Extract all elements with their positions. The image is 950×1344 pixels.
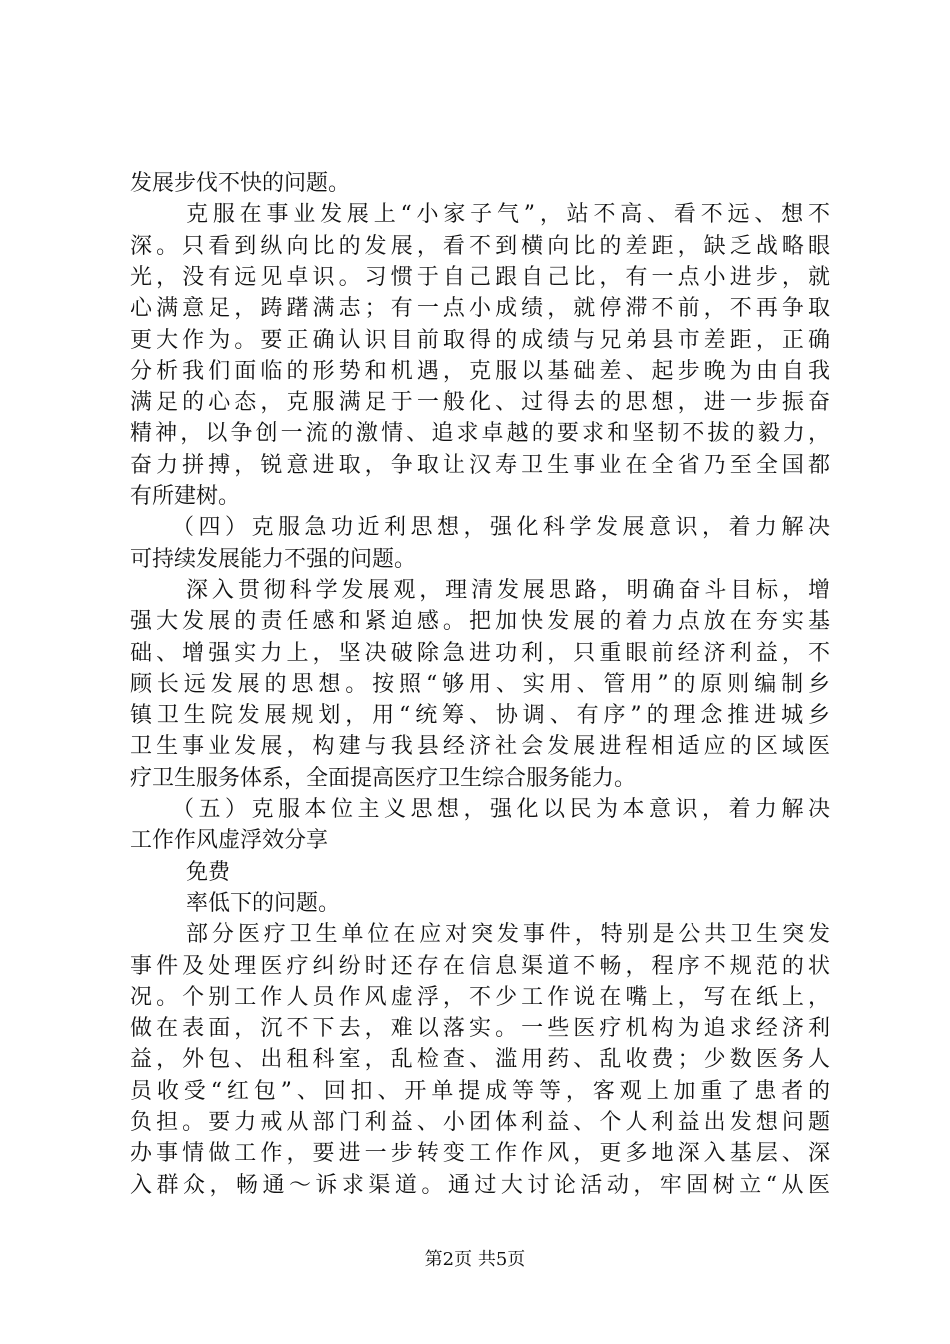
text-line: 办事情做工作，要进一步转变工作作风，更多地深入基层、深 [130, 1141, 830, 1167]
text-line: 事件及处理医疗纠纷时还存在信息渠道不畅，程序不规范的状 [130, 953, 830, 979]
text-line: 克服在事业发展上“小家子气”，站不高、看不远、想不 [186, 202, 830, 228]
text-line: 做在表面，沉不下去，难以落实。一些医疗机构为追求经济利 [130, 1016, 830, 1042]
text-line: 深。只看到纵向比的发展，看不到横向比的差距，缺乏战略眼 [130, 233, 830, 259]
text-line: 卫生事业发展，构建与我县经济社会发展进程相适应的区域医 [130, 734, 830, 760]
text-line: 率低下的问题。 [186, 890, 341, 916]
text-line: 况。个别工作人员作风虚浮，不少工作说在嘴上，写在纸上， [130, 984, 830, 1010]
section-heading: 可持续发展能力不强的问题。 [130, 546, 417, 572]
text-line: 心满意足，踌躇满志；有一点小成绩，就停滞不前，不再争取 [130, 296, 830, 322]
text-line: 光，没有远见卓识。习惯于自己跟自己比，有一点小进步，就 [130, 264, 830, 290]
text-line: 益，外包、出租科室，乱检查、滥用药、乱收费；少数医务人 [130, 1047, 830, 1073]
text-line: 深入贯彻科学发展观，理清发展思路，明确奋斗目标，增 [186, 577, 830, 603]
text-line: 更大作为。要正确认识目前取得的成绩与兄弟县市差距，正确 [130, 327, 830, 353]
text-line: 部分医疗卫生单位在应对突发事件，特别是公共卫生突发 [186, 922, 830, 948]
section-heading: （五）克服本位主义思想，强化以民为本意识，着力解决 [172, 797, 830, 822]
text-line: 免费 [186, 859, 231, 885]
text-line: 分析我们面临的形势和机遇，克服以基础差、起步晚为由自我 [130, 358, 830, 384]
text-line: 发展步伐不快的问题。 [130, 171, 351, 196]
text-line: 有所建树。 [130, 484, 241, 509]
text-line: 负担。要力戒从部门利益、小团体利益、个人利益出发想问题 [130, 1110, 830, 1135]
page-number: 第2页 共5页 [424, 1249, 526, 1270]
section-heading: 工作作风虚浮效分享 [130, 828, 329, 854]
text-line: 满足的心态，克服满足于一般化、过得去的思想，进一步振奋 [130, 390, 830, 416]
text-line: 强大发展的责任感和紧迫感。把加快发展的着力点放在夯实基 [130, 609, 830, 635]
text-line: 奋力拼搏，锐意进取，争取让汉寿卫生事业在全省乃至全国都 [130, 452, 830, 478]
text-line: 精神，以争创一流的激情、追求卓越的要求和坚韧不拔的毅力， [130, 421, 830, 447]
text-line: 础、增强实力上，坚决破除急进功利，只重眼前经济利益，不 [130, 640, 830, 666]
section-heading: （四）克服急功近利思想，强化科学发展意识，着力解决 [172, 515, 830, 541]
text-line: 疗卫生服务体系，全面提高医疗卫生综合服务能力。 [130, 765, 637, 791]
text-line: 员收受“红包”、回扣、开单提成等等，客观上加重了患者的 [130, 1078, 830, 1104]
text-line: 顾长远发展的思想。按照“够用、实用、管用”的原则编制乡 [130, 671, 830, 697]
text-line: 镇卫生院发展规划，用“统筹、协调、有序”的理念推进城乡 [130, 703, 830, 729]
text-line: 入群众，畅通～诉求渠道。通过大讨论活动，牢固树立“从医 [130, 1172, 830, 1198]
